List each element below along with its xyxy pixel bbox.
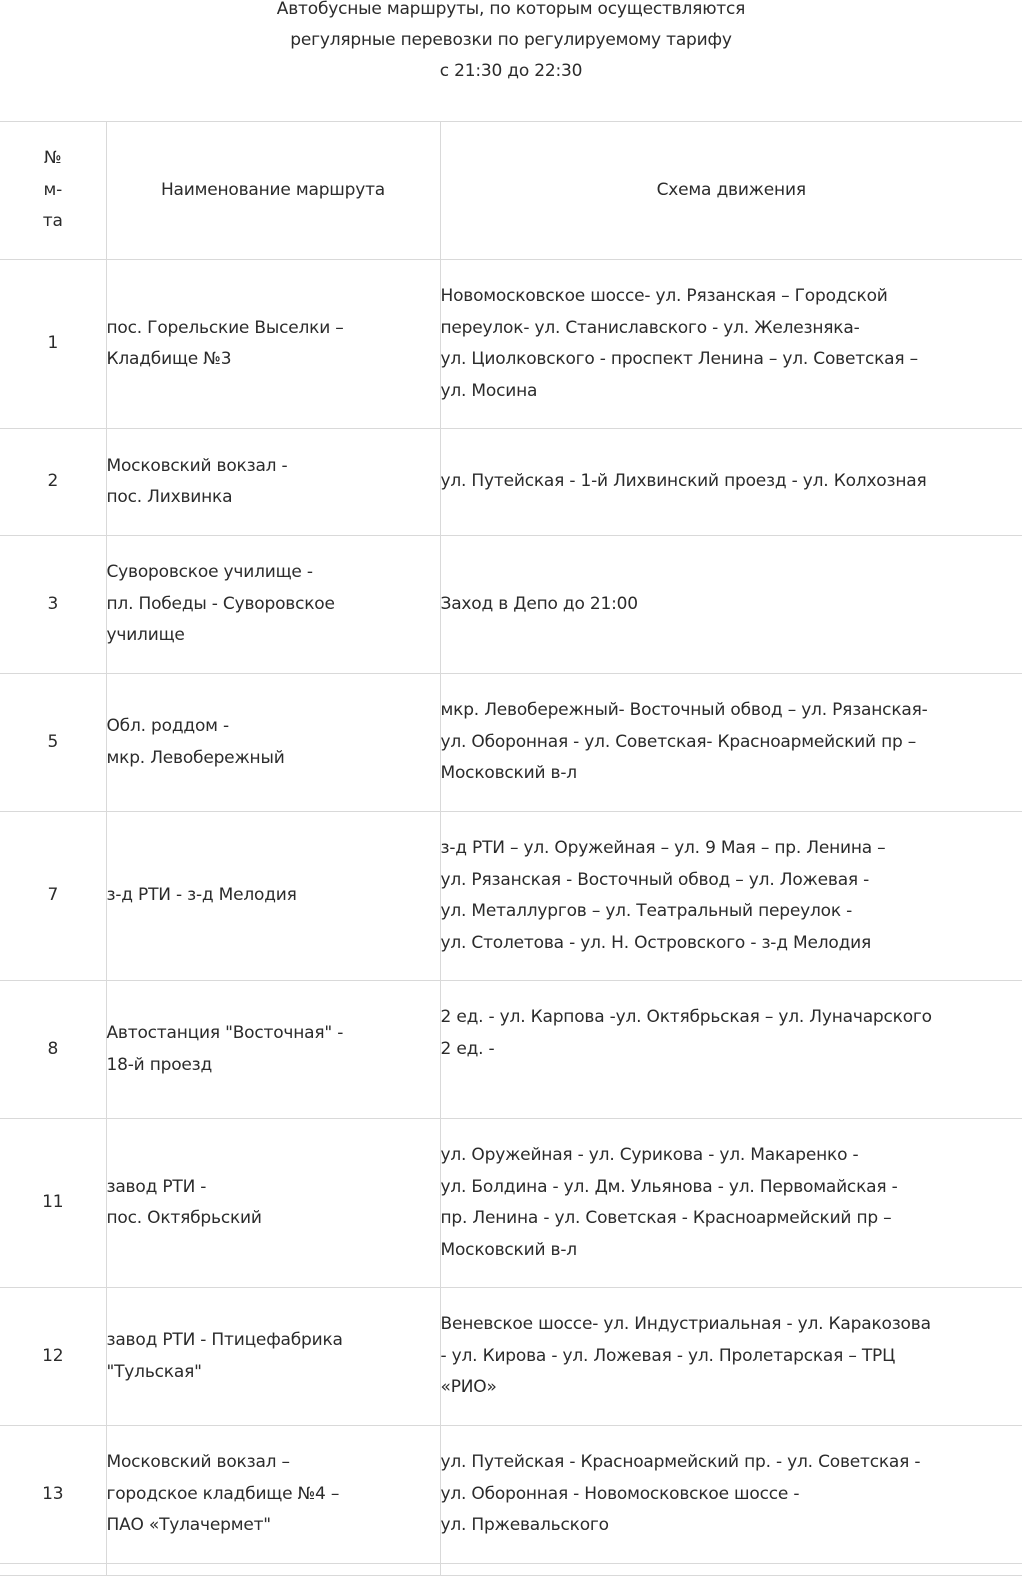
table-row-cutoff	[0, 1564, 1022, 1576]
table-row	[0, 674, 1022, 812]
header-line: регулярные перевозки по регулируемому тарифу	[290, 30, 732, 50]
route-scheme: Заход в Депо до 21:00	[440, 536, 1022, 674]
route-scheme: з-д РТИ – ул. Оружейная – ул. 9 Мая – пр. Ленина – ул. Рязанская - Восточный обвод – ул. Ложевая - ул. Металлургов – ул. Театральный переулок - ул. Столетова - ул. Н. Островского - з-д Мелодия	[440, 812, 1022, 981]
table-cell-empty	[106, 1564, 440, 1576]
route-name: пос. Горельские Выселки – Кладбище №3	[106, 260, 440, 429]
route-number: 5	[0, 674, 106, 812]
route-name: Суворовское училище - пл. Победы - Суворовское училище	[106, 536, 440, 674]
column-header-scheme: Схема движения	[440, 122, 1022, 260]
route-name: Московский вокзал - пос. Лихвинка	[106, 429, 440, 536]
table-row	[0, 1288, 1022, 1426]
route-number: 1	[0, 260, 106, 429]
route-scheme: ул. Путейская - Красноармейский пр. - ул. Советская - ул. Оборонная - Новомосковское шоссе - ул. Пржевальского	[440, 1426, 1022, 1564]
route-number: 13	[0, 1426, 106, 1564]
table-row	[0, 1426, 1022, 1564]
table-row	[0, 981, 1022, 1119]
table-header-row	[0, 122, 1022, 260]
column-header-name: Наименование маршрута	[106, 122, 440, 260]
route-scheme: ул. Путейская - 1-й Лихвинский проезд - ул. Колхозная	[440, 429, 1022, 536]
route-name: Обл. роддом - мкр. Левобережный	[106, 674, 440, 812]
routes-table	[0, 121, 1022, 1576]
route-number: 7	[0, 812, 106, 981]
route-scheme: Веневское шоссе- ул. Индустриальная - ул. Каракозова - ул. Кирова - ул. Ложевая - ул. Пролетарская – ТРЦ «РИО»	[440, 1288, 1022, 1426]
route-scheme: Новомосковское шоссе- ул. Рязанская – Городской переулок- ул. Станиславского - ул. Железняка- ул. Циолковского - проспект Ленина – ул. Советская – ул. Мосина	[440, 260, 1022, 429]
route-number: 2	[0, 429, 106, 536]
table-cell-empty	[440, 1564, 1022, 1576]
table-row	[0, 1119, 1022, 1288]
table-row	[0, 260, 1022, 429]
route-name: з-д РТИ - з-д Мелодия	[106, 812, 440, 981]
table-row	[0, 536, 1022, 674]
header-line: с 21:30 до 22:30	[439, 61, 583, 81]
column-header-number: № м- та	[0, 122, 106, 260]
route-name: Автостанция "Восточная" - 18-й проезд	[106, 981, 440, 1119]
route-name: завод РТИ - пос. Октябрьский	[106, 1119, 440, 1288]
route-number: 8	[0, 981, 106, 1119]
route-name: Московский вокзал – городское кладбище №4 – ПАО «Тулачермет"	[106, 1426, 440, 1564]
table-row	[0, 812, 1022, 981]
table-cell-empty	[0, 1564, 106, 1576]
route-number: 3	[0, 536, 106, 674]
route-scheme: мкр. Левобережный- Восточный обвод – ул. Рязанская- ул. Оборонная - ул. Советская- Красноармейский пр – Московский в-л	[440, 674, 1022, 812]
route-name: завод РТИ - Птицефабрика "Тульская"	[106, 1288, 440, 1426]
document-header	[0, 0, 1022, 87]
header-line: Автобусные маршруты, по которым осуществляются	[276, 0, 746, 19]
route-scheme: ул. Оружейная - ул. Сурикова - ул. Макаренко - ул. Болдина - ул. Дм. Ульянова - ул. Первомайская - пр. Ленина - ул. Советская - Красноармейский пр – Московский в-л	[440, 1119, 1022, 1288]
route-number: 12	[0, 1288, 106, 1426]
table-row	[0, 429, 1022, 536]
route-number: 11	[0, 1119, 106, 1288]
route-scheme: 2 ед. - ул. Карпова -ул. Октябрьская – ул. Луначарского 2 ед. -	[440, 981, 1022, 1119]
